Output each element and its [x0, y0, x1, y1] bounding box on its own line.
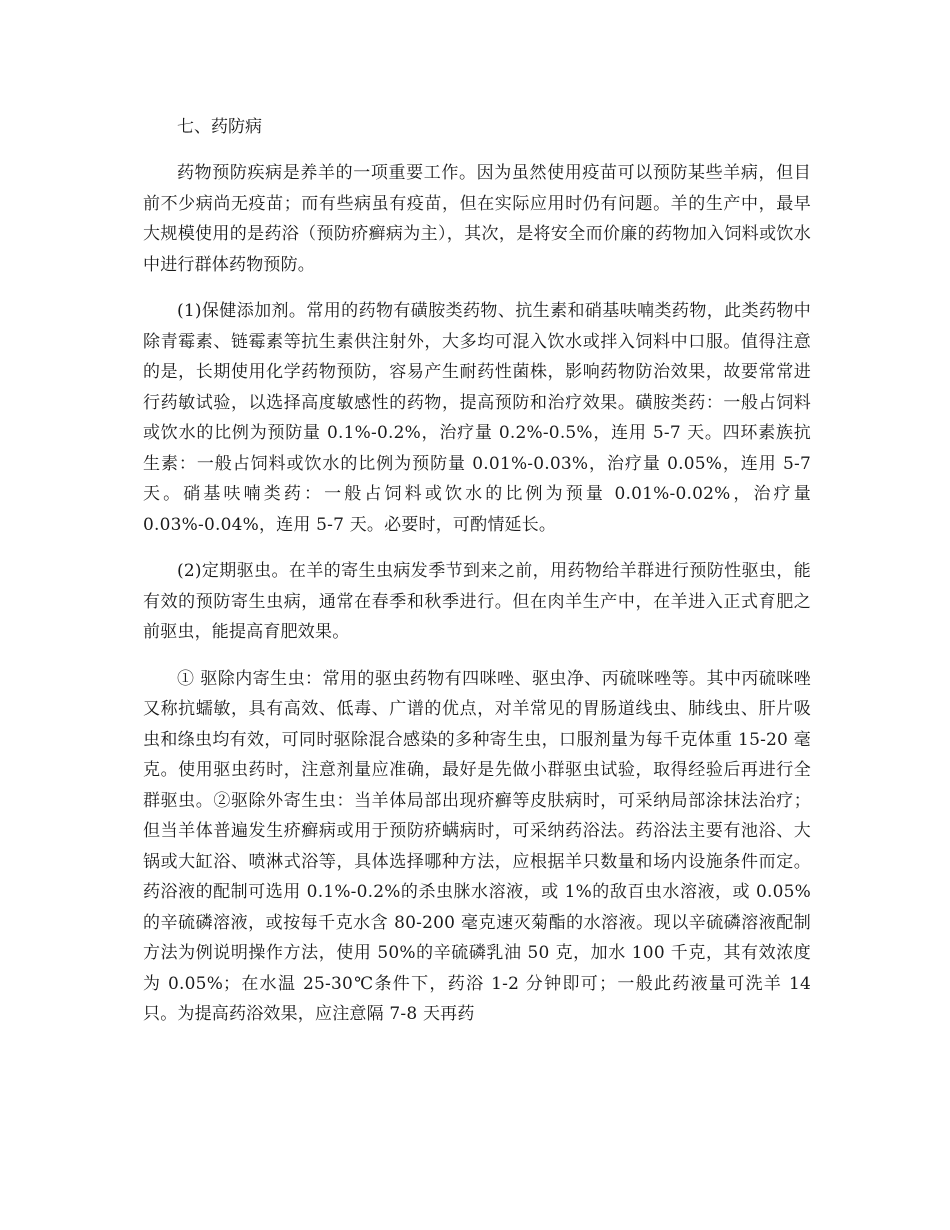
- paragraph-regular-deworming: (2)定期驱虫。在羊的寄生虫病发季节到来之前，用药物给羊群进行预防性驱虫，能有效的预防寄生虫病，通常在春季和秋季进行。但在肉羊生产中，在羊进入正式育肥之前驱虫，能提高育肥效果。: [143, 561, 811, 642]
- section-heading: 七、药防病: [177, 117, 262, 137]
- document-page: [143, 112, 811, 1046]
- paragraph-health-additives: (1)保健添加剂。常用的药物有磺胺类药物、抗生素和硝基呋喃类药物，此类药物中除青霉素、链霉素等抗生素供注射外，大多均可混入饮水或拌入饲料中口服。值得注意的是，长期使用化学药物预防，容易产生耐药性菌株，影响药物防治效果，故要常常进行药敏试验，以选择高度敏感性的药物，提高预防和治疗效果。磺胺类药：一般占饲料或饮水的比例为预防量 0.1%-0.2%，治疗量 0.2%-0.5%，连用 5-7 天。四环素族抗生素：一般占饲料或饮水的比例为预防量 0.01%-0.03%，治疗量 0.05%，连用 5-7 天。硝基呋喃类药：一般占饲料或饮水的比例为预量 0.01%-0.02%，治疗量 0.03%-0.04%，连用 5-7 天。必要时，可酌情延长。: [143, 301, 811, 535]
- paragraph-intro: 药物预防疾病是养羊的一项重要工作。因为虽然使用疫苗可以预防某些羊病，但目前不少病尚无疫苗；而有些病虽有疫苗，但在实际应用时仍有问题。羊的生产中，最早大规模使用的是药浴（预防疥癣病为主），其次，是将安全而价廉的药物加入饲料或饮水中进行群体药物预防。: [143, 163, 811, 275]
- paragraph-parasite-removal: ① 驱除内寄生虫：常用的驱虫药物有四咪唑、驱虫净、丙硫咪唑等。其中丙硫咪唑又称抗蠕敏，具有高效、低毒、广谱的优点，对羊常见的胃肠道线虫、肺线虫、肝片吸虫和绦虫均有效，可同时驱除混合感染的多种寄生虫，口服剂量为每千克体重 15-20 毫克。使用驱虫药时，注意剂量应准确，最好是先做小群驱虫试验，取得经验后再进行全群驱虫。②驱除外寄生虫：当羊体局部出现疥癣等皮肤病时，可采纳局部涂抹法治疗；但当羊体普遍发生疥癣病或用于预防疥螨病时，可采纳药浴法。药浴法主要有池浴、大锅或大缸浴、喷淋式浴等，具体选择哪种方法，应根据羊只数量和场内设施条件而定。药浴液的配制可选用 0.1%-0.2%的杀虫脒水溶液，或 1%的敌百虫水溶液，或 0.05%的辛硫磷溶液，或按每千克水含 80-200 毫克速灭菊酯的水溶液。现以辛硫磷溶液配制方法为例说明操作方法，使用 50%的辛硫磷乳油 50 克，加水 100 千克，其有效浓度为 0.05%；在水温 25-30℃条件下，药浴 1-2 分钟即可；一般此药液量可洗羊 14 只。为提高药浴效果，应注意隔 7-8 天再药: [143, 668, 811, 1024]
